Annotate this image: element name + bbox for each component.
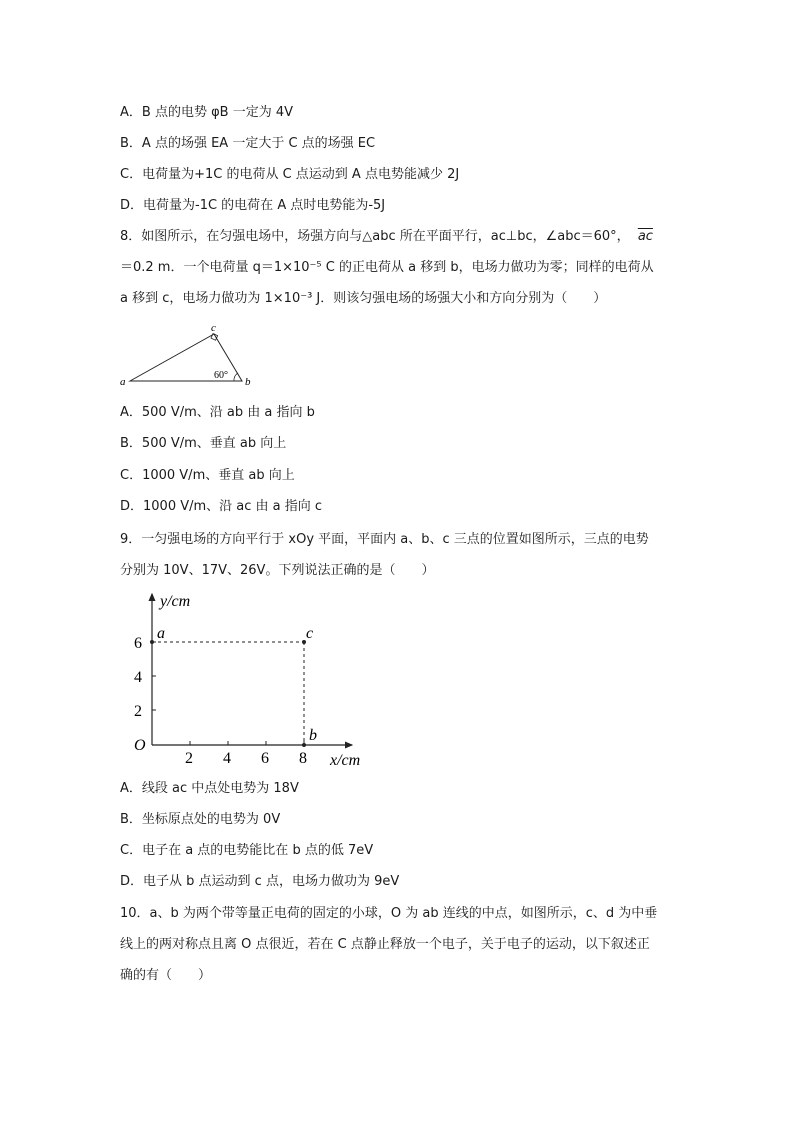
triangle-label-c: c bbox=[211, 322, 216, 334]
y-axis-label: y/cm bbox=[160, 593, 191, 610]
triangle-label-b: b bbox=[245, 376, 251, 388]
q8-option-c: C．1000 V/m、垂直 ab 向上 bbox=[120, 468, 295, 483]
point-c-label: c bbox=[306, 625, 314, 642]
point-b bbox=[302, 743, 306, 747]
q10-stem-line3: 确的有（ ） bbox=[120, 968, 212, 983]
q9-option-c: C．电子在 a 点的电势能比在 b 点的低 7eV bbox=[120, 843, 374, 858]
x-tick-label-4: 4 bbox=[223, 750, 231, 767]
q9-option-a: A．线段 ac 中点处电势为 18V bbox=[120, 781, 299, 796]
q8-option-a: A．500 V/m、沿 ab 由 a 指向 b bbox=[120, 405, 315, 420]
q8-ac-overline: $\overline{ac}$ bbox=[637, 229, 653, 244]
triangle-angle-label: 60° bbox=[214, 370, 228, 381]
triangle-label-a: a bbox=[120, 376, 126, 388]
y-tick-label-2: 2 bbox=[134, 703, 142, 720]
q10-stem-line2: 线上的两对称点且离 O 点很近，若在 C 点静止释放一个电子，关于电子的运动，以下叙述正 bbox=[120, 937, 650, 952]
q9-option-b: B．坐标原点处的电势为 0V bbox=[120, 812, 281, 827]
q8-stem-line2: ＝0.2 m．一个电荷量 q＝1×10⁻⁵ C 的正电荷从 a 移到 b，电场力做功为零；同样的电荷从 bbox=[120, 260, 654, 275]
q8-triangle-figure bbox=[118, 322, 258, 392]
point-a bbox=[150, 640, 154, 644]
q8-stem-line1 bbox=[120, 228, 653, 246]
q9-stem-line1: 9．一匀强电场的方向平行于 xOy 平面，平面内 a、b、c 三点的位置如图所示，三点的电势 bbox=[120, 532, 649, 547]
y-tick-label-6: 6 bbox=[134, 635, 142, 652]
q7-option-d: D．电荷量为-1C 的电荷在 A 点时电势能为-5J bbox=[120, 198, 386, 213]
q8-stem-line3: a 移到 c，电场力做功为 1×10⁻³ J．则该匀强电场的场强大小和方向分别为（ ） bbox=[120, 291, 607, 306]
q9-option-d: D．电子从 b 点运动到 c 点，电场力做功为 9eV bbox=[120, 874, 400, 889]
q8-option-d: D．1000 V/m、沿 ac 由 a 指向 c bbox=[120, 499, 323, 514]
point-b-label: b bbox=[309, 727, 317, 744]
point-a-label: a bbox=[157, 625, 165, 642]
q7-option-b: B．A 点的场强 EA 一定大于 C 点的场强 EC bbox=[120, 136, 376, 151]
q7-option-a: A．B 点的电势 φB 一定为 4V bbox=[120, 105, 293, 120]
q9-stem-line2: 分别为 10V、17V、26V。下列说法正确的是（ ） bbox=[120, 563, 435, 578]
q8-stem-line1-text: 8．如图所示，在匀强电场中，场强方向与△abc 所在平面平行，ac⊥bc，∠abc＝60°， bbox=[120, 229, 630, 244]
x-tick-label-8: 8 bbox=[299, 750, 307, 767]
q7-option-c: C．电荷量为+1C 的电荷从 C 点运动到 A 点电势能减少 2J bbox=[120, 167, 460, 182]
origin-label: O bbox=[134, 737, 146, 754]
x-tick-label-2: 2 bbox=[185, 750, 193, 767]
x-axis-label: x/cm bbox=[330, 752, 361, 769]
q10-stem-line1: 10．a、b 为两个带等量正电荷的固定的小球，O 为 ab 连线的中点，如图所示，c、d 为中垂 bbox=[120, 906, 658, 921]
q9-coordinate-figure bbox=[130, 588, 380, 770]
y-tick-label-4: 4 bbox=[134, 669, 142, 686]
x-tick-label-6: 6 bbox=[261, 750, 269, 767]
q8-option-b: B．500 V/m、垂直 ab 向上 bbox=[120, 436, 287, 451]
